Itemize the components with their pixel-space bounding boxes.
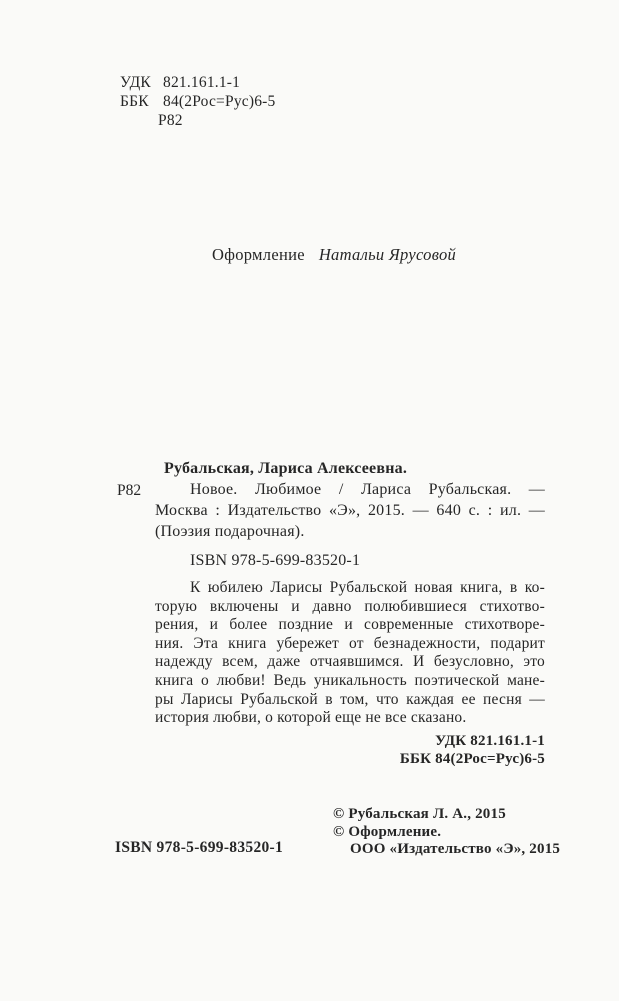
- author-sign-card: Р82: [117, 482, 142, 499]
- catalog-entry: [155, 479, 545, 542]
- annotation-line: ры Ларисы Рубальской в том, что каждая ее песня —: [155, 690, 545, 708]
- copyright-author-line: © Рубальская Л. А., 2015: [333, 806, 506, 822]
- udk-value: 821.161.1-1: [163, 74, 241, 91]
- copyright-publisher-line: ООО «Издательство «Э», 2015: [350, 841, 561, 857]
- classification-codes-right: [155, 732, 545, 768]
- author-heading: Рубальская, Лариса Алексеевна.: [164, 460, 408, 477]
- copyright-design-line: © Оформление.: [333, 823, 442, 840]
- design-credit-label: Оформление: [212, 245, 305, 264]
- copyright-block: [333, 806, 560, 859]
- author-sign-top: Р82: [158, 112, 183, 129]
- annotation-line: книга о любви! Ведь уникальность поэтической мане-: [155, 671, 545, 689]
- isbn-line-footer: ISBN 978-5-699-83520-1: [115, 839, 284, 856]
- bbk-line: [120, 92, 275, 111]
- catalog-card: [155, 458, 545, 768]
- annotation-line: надежду всем, даже отчаявшимся. И безусловно, это: [155, 653, 545, 671]
- udk-line-right: УДК 821.161.1-1: [435, 732, 545, 749]
- udk-label: УДК: [120, 74, 151, 91]
- isbn-line-card: ISBN 978-5-699-83520-1: [190, 552, 361, 569]
- designer-name: Натальи Ярусовой: [318, 245, 457, 264]
- bbk-value: 84(2Рос=Рус)6-5: [163, 93, 276, 110]
- catalog-entry-line: (Поэзия подарочная).: [155, 523, 305, 540]
- udk-line: [120, 73, 275, 92]
- annotation-line: ния. Эта книга убережет от безнадежности, подарит: [155, 634, 545, 652]
- catalog-entry-line: Москва : Издательство «Э», 2015. — 640 с. : ил. —: [155, 502, 545, 519]
- bbk-line-right: ББК 84(2Рос=Рус)6-5: [399, 750, 545, 767]
- bbk-label: ББК: [120, 93, 149, 110]
- annotation-line: торую включены и давно полюбившиеся стихотво-: [155, 597, 545, 615]
- annotation-paragraph: [155, 579, 545, 728]
- design-credit-line: [212, 245, 456, 265]
- annotation-line: рения, и более поздние и современные стихотворе-: [155, 616, 545, 634]
- annotation-line: К юбилею Ларисы Рубальской новая книга, в ко-: [190, 579, 545, 596]
- annotation-line: история любви, о которой еще не все сказано.: [155, 709, 467, 727]
- catalog-entry-line: Новое. Любимое / Лариса Рубальская. —: [190, 481, 545, 498]
- classification-codes-top: [120, 73, 275, 130]
